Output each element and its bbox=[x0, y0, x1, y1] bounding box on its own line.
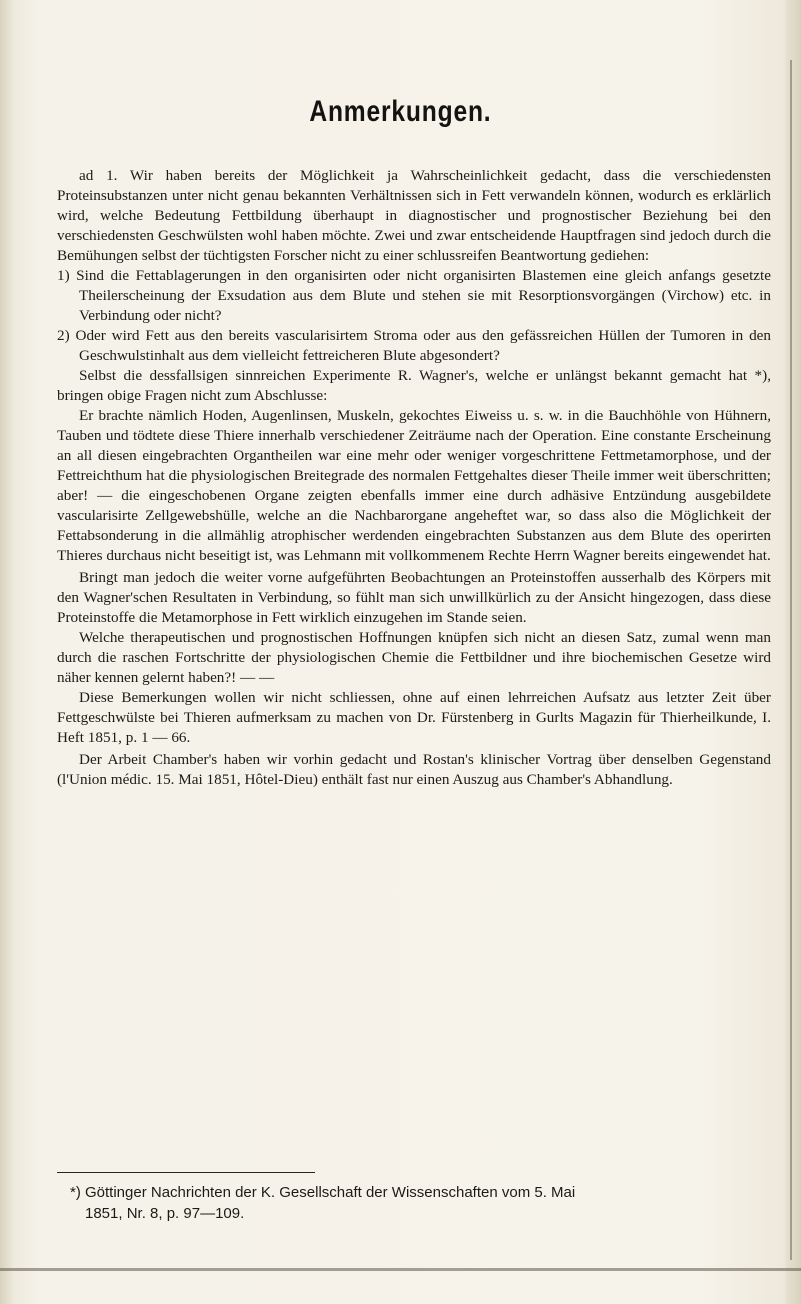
paragraph-wagner: Selbst die dessfallsigen sinnreichen Experimente R. Wagner's, welche er unlängst bekannt gemacht hat *), bringen obige Fragen nicht zum Abschlusse: bbox=[57, 367, 771, 404]
footnote-divider bbox=[57, 1172, 315, 1173]
list-item-2: 2) Oder wird Fett aus den bereits vascularisirtem Stroma oder aus den gefässreichen Hüllen der Tumoren in den Geschwulstinhalt aus dem vielleicht fettreicheren Blute abgesondert? bbox=[57, 327, 771, 364]
paragraph-chamber: Der Arbeit Chamber's haben wir vorhin gedacht und Rostan's klinischer Vortrag über denselben Gegenstand (l'Union médic. 15. Mai 1851, Hôtel-Dieu) enthält fast nur einen Auszug aus Chamber's Abhandlung. bbox=[57, 751, 771, 788]
footnote bbox=[70, 1182, 770, 1224]
page-edge-line bbox=[790, 60, 792, 1260]
page-title: Anmerkungen. bbox=[309, 95, 492, 128]
footnote-line-2: 1851, Nr. 8, p. 97—109. bbox=[85, 1205, 245, 1222]
paragraph-experiment: Er brachte nämlich Hoden, Augenlinsen, Muskeln, gekochtes Eiweiss u. s. w. in die Bauchhöhle von Hühnern, Tauben und tödtete diese Thiere innerhalb verschiedener Zeiträume nach der Operation. Eine constante Erscheinung an all diesen eingebrachten Organtheilen war eine mehr oder weniger vorgeschrittene Fettmetamorphose, und der Fettreichthum hat die physiologischen Breitegrade des normalen Fettgehaltes dieser Theile immer weit überschritten; aber! — die eingeschobenen Organe zeigten ebenfalls immer eine durch adhäsive Entzündung ausgebildete vascularisirte Zellgewebshülle, welche an die Nachbarorgane angeheftet war, so dass also die Möglichkeit der Fettabsonderung in die allmählig atrophischer werdenden eingebrachten Substanzen aus dem Blute des operirten Thieres durchaus nicht beseitigt ist, was Lehmann mit vollkommenem Rechte Herrn Wagner bereits eingewendet hat. bbox=[57, 407, 771, 564]
body-text bbox=[57, 166, 771, 790]
paragraph-proteinstoffe: Bringt man jedoch die weiter vorne aufgeführten Beobachtungen an Proteinstoffen ausserhalb des Körpers mit den Wagner'schen Resultaten in Verbindung, so fühlt man sich unwillkürlich zu der Ansicht hingezogen, dass diese Proteinstoffe die Metamorphose in Fett wirklich einzugehen im Stande seien. bbox=[57, 569, 771, 626]
paragraph-bemerkungen: Diese Bemerkungen wollen wir nicht schliessen, ohne auf einen lehrreichen Aufsatz aus letzter Zeit über Fettgeschwülste bei Thieren aufmerksam zu machen von Dr. Fürstenberg in Gurlts Magazin für Thierheilkunde, I. Heft 1851, p. 1 — 66. bbox=[57, 689, 771, 746]
adjacent-page-edge bbox=[786, 0, 801, 1304]
paragraph-hoffnungen: Welche therapeutischen und prognostischen Hoffnungen knüpfen sich nicht an diesen Satz, zumal wenn man durch die raschen Fortschritte der physiologischen Chemie die Fettbildner und ihre biochemischen Gesetze wird näher kennen gelernt haben?! — — bbox=[57, 629, 771, 686]
list-item-1: 1) Sind die Fettablagerungen in den organisirten oder nicht organisirten Blastemen eine gleich anfangs gesetzte Theilerscheinung der Exsudation aus dem Blute und stehen sie mit Resorptionsvorgängen (Virchow) etc. in Verbindung oder nicht? bbox=[57, 267, 771, 324]
page-gutter-shadow bbox=[0, 0, 14, 1304]
paragraph-ad-1: ad 1. Wir haben bereits der Möglichkeit ja Wahrscheinlichkeit gedacht, dass die verschiedensten Proteinsubstanzen unter nicht genau bekannten Verhältnissen sich in Fett verwandeln können, wodurch es erklärlich wird, welche Bedeutung Fettbildung überhaupt in diagnostischer und prognostischer Beziehung bei den verschiedensten Geschwülsten wohl haben möchte. Zwei und zwar entscheidende Hauptfragen sind jedoch durch die Bemühungen selbst der tüchtigsten Forscher nicht zu einer schlussreifen Beantwortung gediehen: bbox=[57, 167, 771, 264]
footnote-line-1: *) Göttinger Nachrichten der K. Gesellschaft der Wissenschaften vom 5. Mai bbox=[70, 1184, 576, 1201]
bottom-edge-line bbox=[0, 1268, 801, 1271]
